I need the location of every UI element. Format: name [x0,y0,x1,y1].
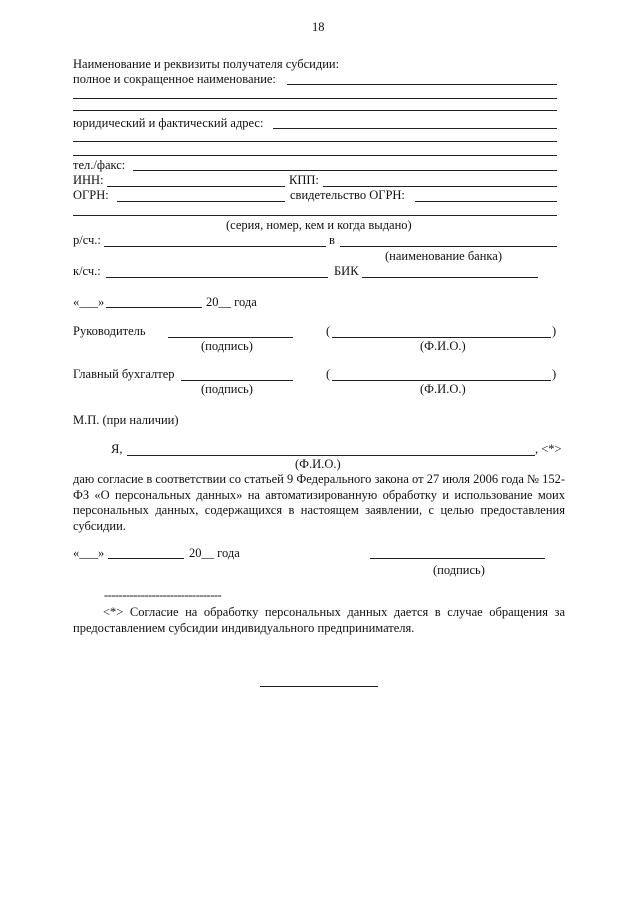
full-name-line-3[interactable] [73,110,557,111]
account-field[interactable] [104,246,326,247]
kpp-label: КПП: [289,173,319,187]
ogrn-field[interactable] [117,201,285,202]
account-label: р/сч.: [73,233,101,247]
consent-fio-field[interactable] [127,455,535,456]
accountant-paren-open: ( [326,367,331,381]
phone-field[interactable] [133,170,557,171]
inn-field[interactable] [107,186,285,187]
accountant-signature-field[interactable] [181,380,293,381]
accountant-label: Главный бухгалтер [73,367,175,381]
inn-label: ИНН: [73,173,104,187]
ogrn-cert-line-2[interactable] [73,215,557,216]
head-sign-hint: (подпись) [201,339,253,353]
address-line-3[interactable] [73,155,557,156]
full-name-label: полное и сокращенное наименование: [73,72,276,86]
address-line-2[interactable] [73,141,557,142]
accountant-fio-field[interactable] [332,380,551,381]
footnote-text: <*> Согласие на обработку персональных данных дается в случае обращения за предоставлением субсидии индивидуального предпринимателя. [73,605,565,635]
date-year: 20__ года [206,295,257,309]
consent-text: даю согласие в соответствии со статьей 9 Федерального закона от 27 июля 2006 года № 152-ФЗ «О персональных данных» на автоматизированную обработку и использование моих персональных данных, содержащихся в настоящем заявлении, с целью предоставления субсидии. [73,472,565,533]
bik-label: БИК [334,264,359,278]
consent-signature-field[interactable] [370,558,545,559]
date-day[interactable]: «___» [73,295,105,309]
ogrn-cert-hint: (серия, номер, кем и когда выдано) [226,218,412,232]
consent-suffix: , <*> [535,442,562,456]
address-label: юридический и фактический адрес: [73,116,264,130]
ogrn-cert-label: свидетельство ОГРН: [290,188,405,202]
kpp-field[interactable] [323,186,557,187]
consent-sign-hint: (подпись) [433,563,485,577]
head-signature-field[interactable] [168,337,293,338]
footnote-separator: -------------------------------- [104,588,222,602]
head-paren-close: ) [552,324,557,338]
phone-label: тел./факс: [73,158,126,172]
accountant-fio-hint: (Ф.И.О.) [420,382,466,396]
head-label: Руководитель [73,324,146,338]
bik-field[interactable] [362,277,538,278]
bank-prep: в [329,233,335,247]
accountant-sign-hint: (подпись) [201,382,253,396]
corr-account-label: к/сч.: [73,264,101,278]
date-month-field[interactable] [106,307,202,308]
page-number: 18 [312,20,325,34]
head-fio-field[interactable] [332,337,551,338]
consent-fio-hint: (Ф.И.О.) [295,457,341,471]
recipient-heading: Наименование и реквизиты получателя субсидии: [73,57,340,71]
accountant-paren-close: ) [552,367,557,381]
corr-account-field[interactable] [106,277,328,278]
bank-hint: (наименование банка) [385,249,503,263]
bank-field[interactable] [340,246,557,247]
full-name-line-2[interactable] [73,98,557,99]
head-fio-hint: (Ф.И.О.) [420,339,466,353]
consent-date-year: 20__ года [189,546,240,560]
consent-date-day[interactable]: «___» [73,546,105,560]
consent-date-month-field[interactable] [108,558,184,559]
full-name-field[interactable] [287,84,557,85]
address-field[interactable] [273,128,557,129]
ogrn-label: ОГРН: [73,188,109,202]
ogrn-cert-field[interactable] [415,201,557,202]
consent-prefix: Я, [111,442,123,456]
head-paren-open: ( [326,324,331,338]
seal-label: М.П. (при наличии) [73,413,179,427]
end-rule [260,686,378,687]
